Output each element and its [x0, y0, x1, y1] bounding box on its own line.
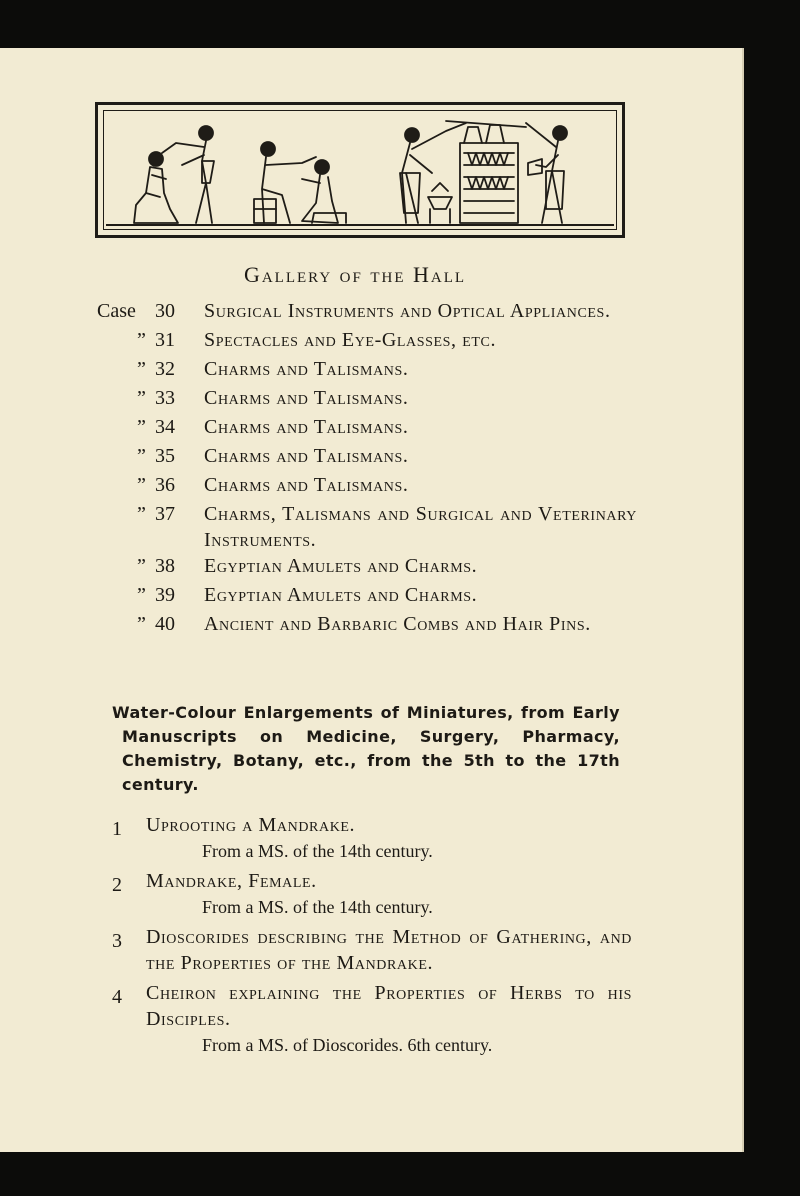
case-title: Ancient and Barbaric Combs and Hair Pins. [204, 613, 591, 635]
case-title: Egyptian Amulets and Charms. [204, 555, 478, 577]
case-number-value: 35 [155, 445, 175, 467]
case-number-value: 34 [155, 416, 175, 438]
case-number-value: 33 [155, 387, 175, 409]
plate-entry [112, 812, 632, 864]
plate-entry [112, 924, 632, 976]
case-title: Charms and Talismans. [204, 387, 409, 409]
case-row [97, 443, 637, 472]
case-label: Case [97, 300, 136, 322]
ditto-mark: ” [137, 555, 146, 577]
shrine-stand [446, 121, 526, 223]
case-row [97, 501, 637, 553]
case-title: Spectacles and Eye-Glasses, etc. [204, 329, 497, 351]
case-number-value: 39 [155, 584, 175, 606]
case-number-value: 32 [155, 358, 175, 380]
case-title: Surgical Instruments and Optical Appliances. [204, 300, 611, 322]
plate-number: 4 [112, 986, 122, 1008]
case-title: Charms and Talismans. [204, 445, 409, 467]
plate-entry [112, 868, 632, 920]
ditto-mark: ” [137, 387, 146, 409]
case-title: Charms and Talismans. [204, 474, 409, 496]
case-number-value: 36 [155, 474, 175, 496]
ditto-mark: ” [137, 416, 146, 438]
ditto-mark: ” [137, 445, 146, 467]
ditto-mark: ” [137, 584, 146, 606]
case-number-value: 31 [155, 329, 175, 351]
plate-source: From a MS. of the 14th century. [202, 841, 433, 861]
case-row [97, 414, 637, 443]
plate-title: Cheiron explaining the Properties of Herbs to his Disciples. [146, 982, 632, 1030]
standing-figure-4 [526, 123, 567, 223]
ditto-mark: ” [137, 329, 146, 351]
kneeling-figure-2 [302, 160, 346, 223]
plate-number: 2 [112, 874, 122, 896]
case-row [97, 553, 637, 582]
plate-source: From a MS. of the 14th century. [202, 897, 433, 917]
plate-title: Mandrake, Female. [146, 870, 317, 892]
case-number-value: 38 [155, 555, 175, 577]
case-title: Charms, Talismans and Surgical and Veterinary Instruments. [204, 503, 637, 551]
case-number-value: 40 [155, 613, 175, 635]
case-row [97, 356, 637, 385]
plate-number: 1 [112, 818, 122, 840]
case-row [97, 298, 637, 327]
plate-title: Uprooting a Mandrake. [146, 814, 356, 836]
frieze-drawing [106, 113, 614, 227]
case-row [97, 472, 637, 501]
plate-title: Dioscorides describing the Method of Gathering, and the Properties of the Mandrake. [146, 926, 632, 974]
case-title: Charms and Talismans. [204, 358, 409, 380]
plate-entry [112, 980, 632, 1058]
seated-patient-figure-1 [134, 152, 178, 223]
brazier-apparatus [428, 183, 452, 223]
case-title: Charms and Talismans. [204, 416, 409, 438]
egyptian-frieze-illustration [95, 102, 625, 238]
plate-list [112, 812, 632, 1062]
ditto-mark: ” [137, 613, 146, 635]
case-list [97, 298, 637, 640]
case-row [97, 611, 637, 640]
plate-source: From a MS. of Dioscorides. 6th century. [202, 1035, 493, 1055]
case-number-value: 37 [155, 503, 175, 525]
case-title: Egyptian Amulets and Charms. [204, 584, 478, 606]
case-row [97, 582, 637, 611]
water-colour-intro: Water-Colour Enlargements of Miniatures, from Early Manuscripts on Medicine, Surgery, Pharmacy, Chemistry, Botany, etc., from the 5th to the 17th century. [112, 703, 620, 794]
seated-figure-2 [254, 142, 316, 223]
case-row [97, 385, 637, 414]
ditto-mark: ” [137, 503, 146, 525]
gallery-heading: Gallery of the Hall [243, 262, 467, 287]
case-number-value: 30 [155, 300, 175, 322]
ditto-mark: ” [137, 358, 146, 380]
plate-number: 3 [112, 930, 122, 952]
ditto-mark: ” [137, 474, 146, 496]
case-row [97, 327, 637, 356]
